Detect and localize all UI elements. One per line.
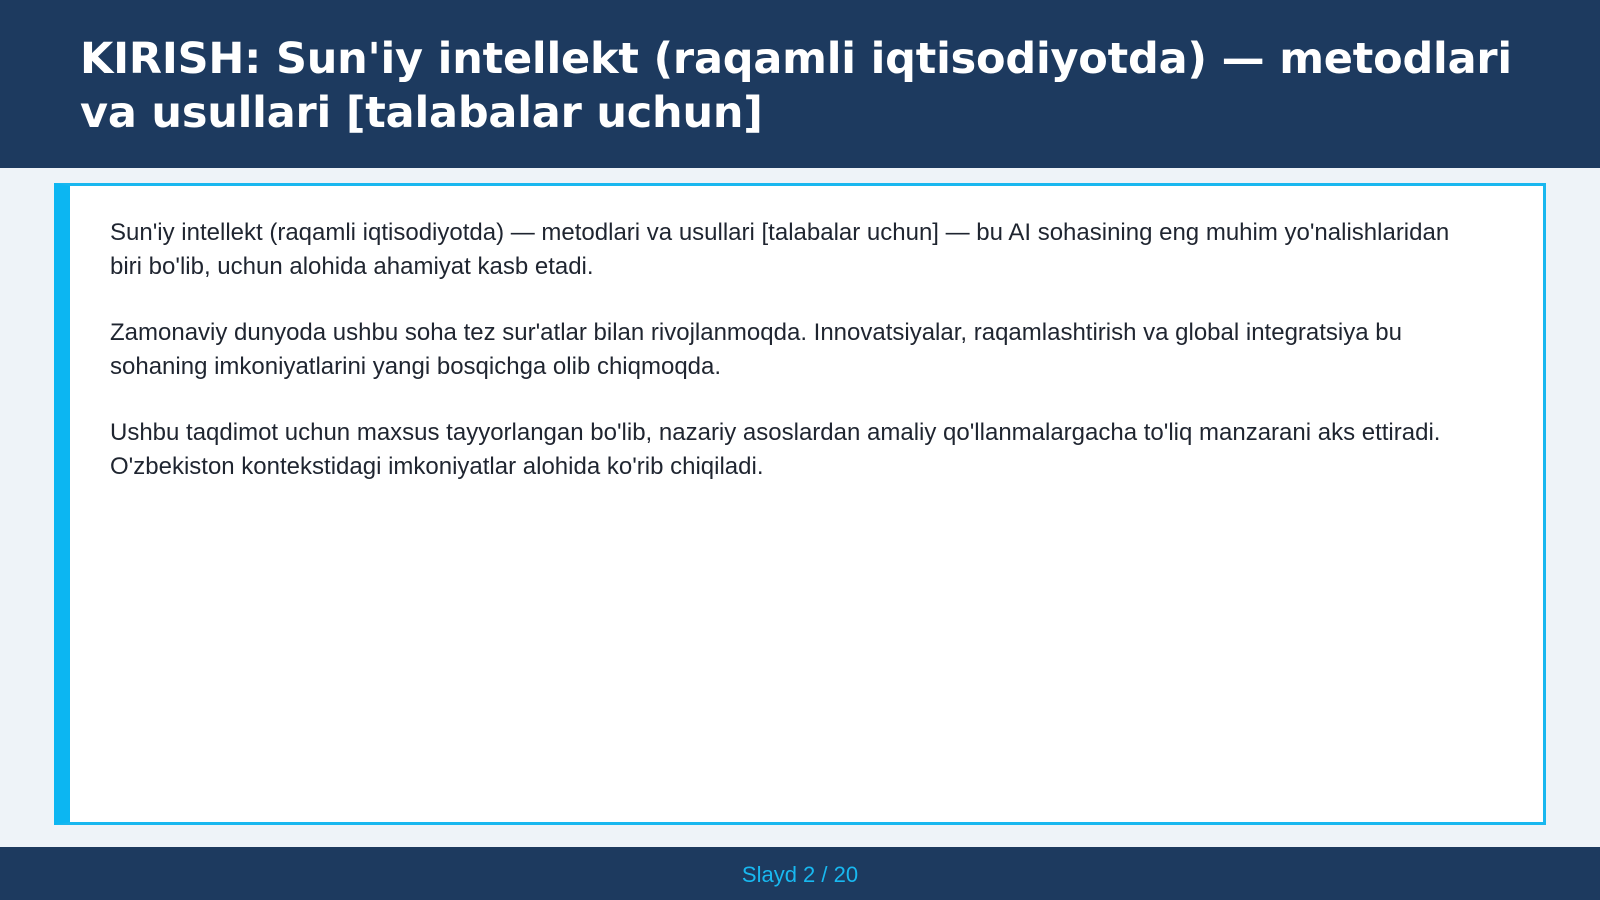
slide-footer bbox=[0, 847, 1600, 900]
content-paragraph-2: Zamonaviy dunyoda ushbu soha tez sur'atlar bilan rivojlanmoqda. Innovatsiyalar, raqamlashtirish va global integratsiya bu sohaning imkoniyatlarini yangi bosqichga olib chiqmoqda. bbox=[110, 319, 1402, 380]
content-card bbox=[54, 183, 1546, 825]
content-paragraph-3: Ushbu taqdimot uchun maxsus tayyorlangan bo'lib, nazariy asoslardan amaliy qo'llanmalargacha to'liq manzarani aks ettiradi. O'zbekiston kontekstidagi imkoniyatlar alohida ko'rib chiqiladi. bbox=[110, 419, 1441, 480]
slide-title: KIRISH: Sun'iy intellekt (raqamli iqtisodiyotda) — metodlari va usullari [talabalar uchun] bbox=[80, 34, 1512, 138]
slide-counter: Slayd 2 / 20 bbox=[741, 861, 859, 887]
slide-header bbox=[0, 0, 1600, 168]
content-paragraph-1: Sun'iy intellekt (raqamli iqtisodiyotda) — metodlari va usullari [talabalar uchun] — bu AI sohasining eng muhim yo'nalishlaridan biri bo'lib, uchun alohida ahamiyat kasb etadi. bbox=[110, 219, 1450, 280]
